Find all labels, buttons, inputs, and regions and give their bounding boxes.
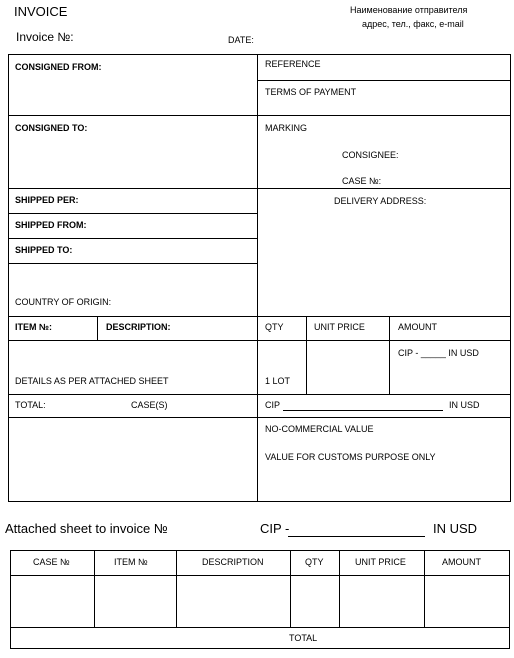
delivery-address-label: DELIVERY ADDRESS: — [334, 196, 427, 206]
shipped-from-label: SHIPPED FROM: — [15, 220, 87, 230]
total-label: TOTAL: — [15, 400, 46, 410]
consignee-label: CONSIGNEE: — [342, 150, 399, 160]
customs-value-note: VALUE FOR CUSTOMS PURPOSE ONLY — [265, 452, 436, 462]
column-unit-price: UNIT PRICE — [314, 322, 365, 332]
column-item-no: ITEM №: — [15, 322, 53, 332]
cases-label: CASE(S) — [131, 400, 168, 410]
attached-cip-line — [288, 536, 425, 537]
cip-in-usd: CIP - _____ IN USD — [398, 348, 479, 358]
attached-total-label: TOTAL — [289, 633, 318, 643]
country-of-origin-label: COUNTRY OF ORIGIN: — [15, 297, 112, 307]
cip-amount-line — [283, 410, 443, 411]
form-divider — [257, 54, 258, 317]
consigned-to-label: CONSIGNED TO: — [15, 123, 88, 133]
attached-col-description: DESCRIPTION — [202, 557, 264, 567]
lot-quantity: 1 LOT — [265, 376, 291, 386]
consigned-from-label: CONSIGNED FROM: — [15, 62, 102, 72]
attached-col-item-no: ITEM № — [114, 557, 148, 567]
form-border — [8, 54, 511, 502]
details-as-per-sheet: DETAILS AS PER ATTACHED SHEET — [15, 376, 169, 386]
shipped-to-label: SHIPPED TO: — [15, 245, 73, 255]
attached-col-qty: QTY — [305, 557, 324, 567]
attached-cip-label: CIP - — [260, 521, 290, 536]
column-qty: QTY — [265, 322, 284, 332]
attached-in-usd: IN USD — [433, 521, 478, 536]
shipped-per-label: SHIPPED PER: — [15, 195, 79, 205]
column-amount: AMOUNT — [398, 322, 437, 332]
invoice-title: INVOICE — [14, 4, 68, 19]
invoice-number-label: Invoice №: — [16, 30, 74, 44]
reference-label: REFERENCE — [265, 59, 321, 69]
date-label: DATE: — [228, 35, 254, 45]
marking-label: MARKING — [265, 123, 308, 133]
in-usd-label: IN USD — [449, 400, 480, 410]
attached-col-case-no: CASE № — [33, 557, 70, 567]
no-commercial-value: NO-COMMERCIAL VALUE — [265, 424, 374, 434]
attached-col-unit-price: UNIT PRICE — [355, 557, 406, 567]
form-divider — [257, 340, 258, 502]
column-description: DESCRIPTION: — [106, 322, 171, 332]
case-no-label: CASE №: — [342, 176, 382, 186]
terms-of-payment-label: TERMS OF PAYMENT — [265, 87, 357, 97]
sender-name: Наименование отправителя — [350, 5, 468, 15]
attached-sheet-title: Attached sheet to invoice № — [5, 521, 168, 536]
cip-label: CIP — [265, 400, 281, 410]
sender-contacts: адрес, тел., факс, e-mail — [362, 19, 464, 29]
attached-col-amount: AMOUNT — [442, 557, 481, 567]
